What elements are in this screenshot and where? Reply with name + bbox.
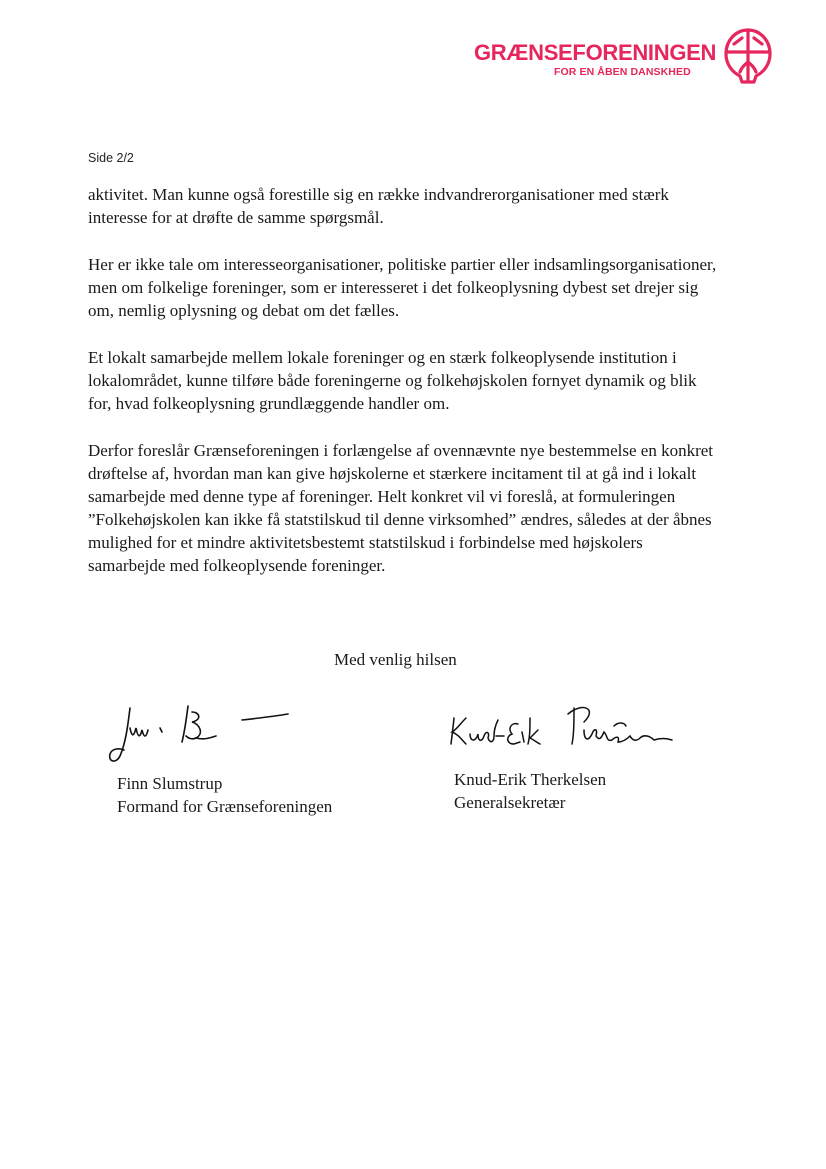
graenseforeningen-emblem-icon <box>720 26 776 86</box>
signer-knud-erik-therkelsen <box>454 768 606 814</box>
letterhead-logo <box>470 26 780 88</box>
org-tagline: FOR EN ÅBEN DANSKHED <box>554 66 691 78</box>
letter-body <box>88 183 718 601</box>
signer-title: Generalsekretær <box>454 793 566 812</box>
signer-title: Formand for Grænseforeningen <box>117 797 333 816</box>
body-paragraph: Et lokalt samarbejde mellem lokale foreninger og en stærk folkeoplysende institution i lokalområdet, kunne tilføre både foreningerne og folkehøjskolen fornyet dynamik og blik for, hvad folkeoplysning grundlæggende handler om. <box>88 348 697 413</box>
signer-finn-slumstrup <box>117 772 332 818</box>
org-name: GRÆNSEFORENINGEN <box>474 40 717 65</box>
signature-knud-erik-therkelsen <box>448 700 688 755</box>
body-paragraph: Derfor foreslår Grænseforeningen i forlængelse af ovennævnte nye bestemmelse en konkret drøftelse af, hvordan man kan give højskolerne et stærkere incitament til at gå ind i lokalt samarbejde med denne type af foreninger. Helt konkret vil vi foreslå, at formuleringen ”Folkehøjskolen kan ikke få statstilskud til denne virksomhed” ændres, således at der åbnes mulighed for et mindre aktivitetsbestemt statstilskud i forbindelse med højskolers samarbejde med folkeoplysende foreninger. <box>88 441 714 575</box>
closing-salutation: Med venlig hilsen <box>334 650 457 669</box>
body-paragraph: aktivitet. Man kunne også forestille sig en række indvandrerorganisationer med stærk interesse for at drøfte de samme spørgsmål. <box>88 185 669 227</box>
body-paragraph: Her er ikke tale om interesseorganisationer, politiske partier eller indsamlingsorganisationer, men om folkelige foreninger, som er interesseret i det folkeoplysning dybest set drejer sig om, nemlig oplysning og debat om det fælles. <box>88 255 717 320</box>
signer-name: Knud-Erik Therkelsen <box>454 770 607 789</box>
signature-finn-slumstrup <box>100 698 300 770</box>
page-number-label: Side 2/2 <box>88 151 134 165</box>
signer-name: Finn Slumstrup <box>117 774 223 793</box>
